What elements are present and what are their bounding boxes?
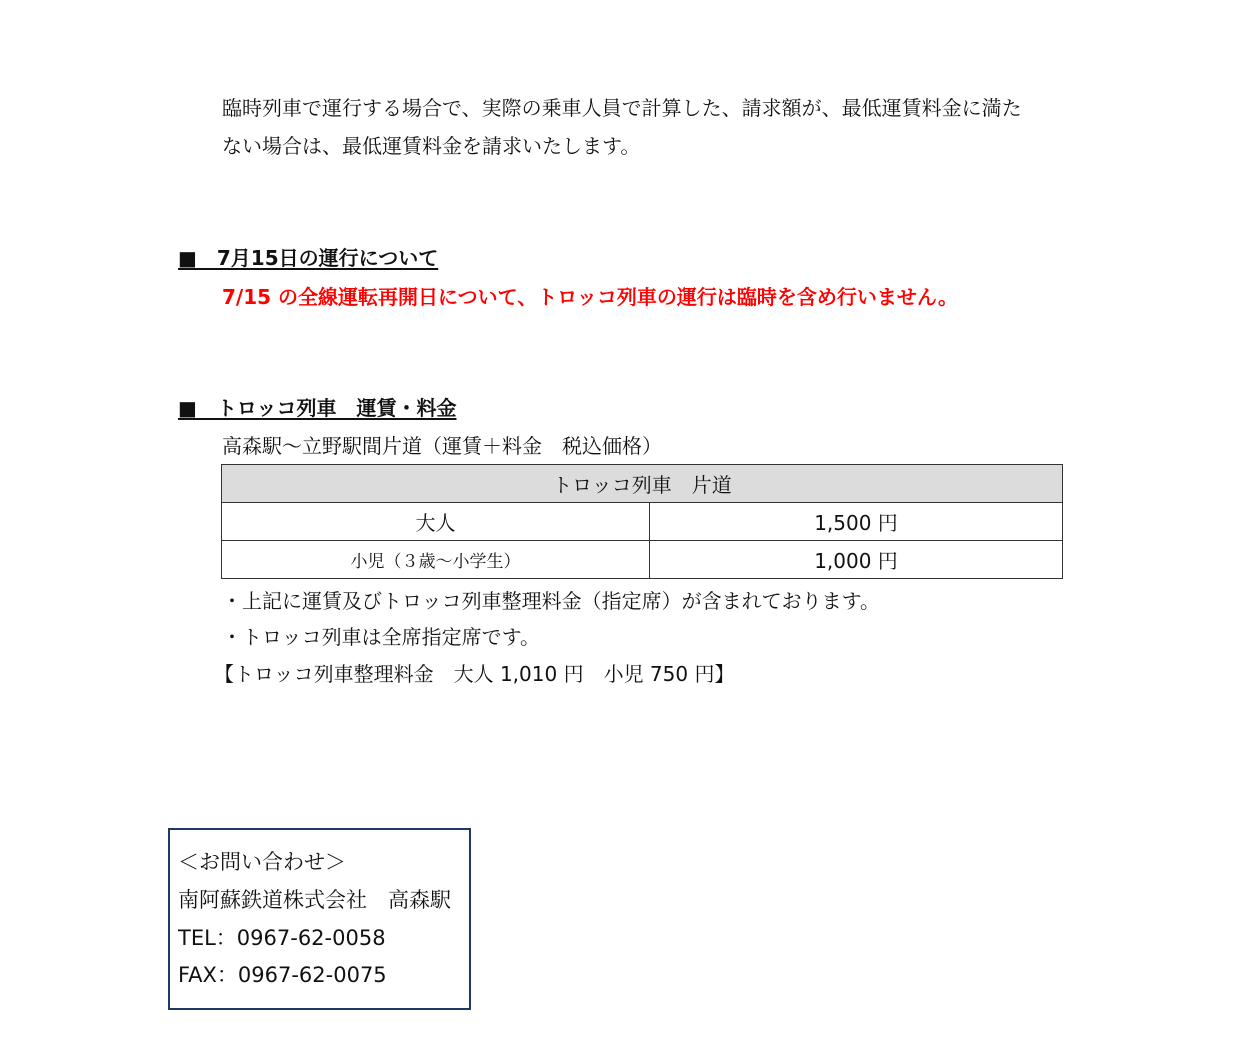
fare-subtitle: 高森駅～立野駅間片道（運賃＋料金 税込価格） xyxy=(222,434,662,458)
contact-tel: TEL：0967-62-0058 xyxy=(178,926,386,950)
fare-label-adult: 大人 xyxy=(222,503,650,541)
contact-company: 南阿蘇鉄道株式会社 高森駅 xyxy=(178,888,451,912)
fare-table-header-row xyxy=(222,465,1063,503)
fare-note-2: ・トロッコ列車は全席指定席です。 xyxy=(222,625,540,649)
fare-note-3: 【トロッコ列車整理料金 大人 1,010 円 小児 750 円】 xyxy=(214,662,735,686)
intro-line-2: ない場合は、最低運賃料金を請求いたします。 xyxy=(222,134,641,158)
fare-note-1: ・上記に運賃及びトロッコ列車整理料金（指定席）が含まれております。 xyxy=(222,589,880,613)
fare-label-child: 小児（３歳～小学生） xyxy=(222,541,650,579)
intro-line-1: 臨時列車で運行する場合で、実際の乗車人員で計算した、請求額が、最低運賃料金に満た xyxy=(222,96,1022,120)
contact-fax: FAX：0967-62-0075 xyxy=(178,963,387,987)
fare-price-child: 1,000 円 xyxy=(650,541,1063,579)
july15-heading: ■ 7月15日の運行について xyxy=(178,246,439,270)
fare-table xyxy=(221,464,1063,579)
contact-title: ＜お問い合わせ＞ xyxy=(178,850,346,874)
fare-table-header: トロッコ列車 片道 xyxy=(222,465,1063,503)
table-row xyxy=(222,503,1063,541)
fare-heading: ■ トロッコ列車 運賃・料金 xyxy=(178,396,457,420)
contact-box xyxy=(168,828,471,1010)
fare-price-adult: 1,500 円 xyxy=(650,503,1063,541)
table-row xyxy=(222,541,1063,579)
july15-notice: 7/15 の全線運転再開日について、トロッコ列車の運行は臨時を含め行いません。 xyxy=(222,285,959,309)
